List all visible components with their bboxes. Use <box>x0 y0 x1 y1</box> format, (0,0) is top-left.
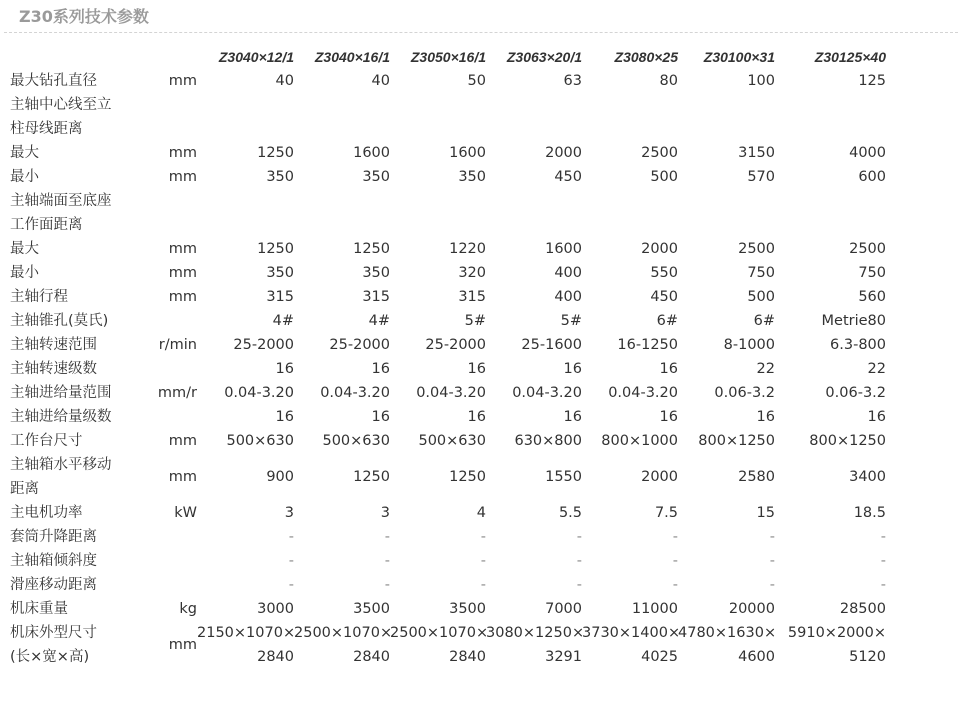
cell-value: 25-1600 <box>521 337 582 353</box>
row-label: 工作面距离 <box>10 217 83 233</box>
cell-value: 4 <box>476 505 486 521</box>
cell-value: 2840 <box>257 649 294 665</box>
cell-value: 350 <box>458 169 486 185</box>
cell-value: 6.3-800 <box>830 337 886 353</box>
cell-value: 500×630 <box>418 433 486 449</box>
cell-value <box>486 189 582 213</box>
cell-value: 1220 <box>449 241 486 257</box>
row-label: 主轴进给量级数 <box>10 409 112 425</box>
cell-value <box>197 213 294 237</box>
cell-value: 0.04-3.20 <box>224 385 294 401</box>
row-unit: mm <box>168 169 197 185</box>
cell-value: - <box>880 529 886 545</box>
cell-value: 800×1000 <box>601 433 678 449</box>
cell-value: 2500 <box>641 145 678 161</box>
model-header: Z3063×20/1 <box>506 49 582 65</box>
table-row <box>10 597 886 621</box>
cell-value: 0.04-3.20 <box>416 385 486 401</box>
row-label: 最大钻孔直径 <box>10 73 97 89</box>
cell-value: 560 <box>858 289 886 305</box>
row-unit: mm/r <box>157 385 197 401</box>
cell-value: 1600 <box>545 241 582 257</box>
row-unit: kW <box>174 505 197 521</box>
cell-value: - <box>769 529 775 545</box>
cell-value: 800×1250 <box>809 433 886 449</box>
table-row <box>10 621 886 645</box>
cell-value: 400 <box>554 289 582 305</box>
model-header: Z3040×12/1 <box>218 49 294 65</box>
cell-value: 500 <box>747 289 775 305</box>
cell-value: 40 <box>275 73 294 89</box>
cell-value: 3500 <box>449 601 486 617</box>
cell-value: 500×630 <box>226 433 294 449</box>
cell-value: 4025 <box>641 649 678 665</box>
cell-value: 7000 <box>545 601 582 617</box>
cell-value: 350 <box>266 169 294 185</box>
cell-value: - <box>480 529 486 545</box>
cell-value <box>294 189 390 213</box>
cell-value: 2500 <box>738 241 775 257</box>
model-header: Z3040×16/1 <box>314 49 390 65</box>
row-label: 主轴端面至底座 <box>10 193 112 209</box>
row-unit <box>145 213 197 237</box>
cell-value: - <box>288 529 294 545</box>
row-label: 主轴行程 <box>10 289 68 305</box>
cell-value <box>486 117 582 141</box>
row-unit: mm <box>168 469 197 485</box>
cell-value <box>390 213 486 237</box>
cell-value <box>678 189 775 213</box>
cell-value: 315 <box>458 289 486 305</box>
cell-value: 2000 <box>641 241 678 257</box>
cell-value: 350 <box>362 265 390 281</box>
cell-value: 3500 <box>353 601 390 617</box>
cell-value <box>390 117 486 141</box>
cell-value <box>775 93 886 117</box>
cell-value: 450 <box>554 169 582 185</box>
cell-value: 315 <box>362 289 390 305</box>
cell-value: - <box>384 553 390 569</box>
cell-value: 5910×2000× <box>787 625 886 641</box>
cell-value: 600 <box>858 169 886 185</box>
cell-value: - <box>288 577 294 593</box>
cell-value: 25-2000 <box>425 337 486 353</box>
table-row <box>10 357 886 381</box>
spec-table <box>10 45 886 669</box>
cell-value: 1250 <box>449 469 486 485</box>
row-label: 滑座移动距离 <box>10 577 97 593</box>
cell-value: 1250 <box>353 241 390 257</box>
cell-value: 5120 <box>849 649 886 665</box>
table-row <box>10 117 886 141</box>
cell-value: 4780×1630× <box>678 625 777 641</box>
cell-value: 3 <box>284 505 294 521</box>
cell-value: - <box>672 577 678 593</box>
cell-value: 63 <box>563 73 582 89</box>
row-unit <box>145 189 197 213</box>
cell-value <box>582 189 678 213</box>
cell-value: 40 <box>371 73 390 89</box>
cell-value: 16 <box>275 409 294 425</box>
cell-value: 2840 <box>449 649 486 665</box>
cell-value: 11000 <box>631 601 678 617</box>
table-row <box>10 213 886 237</box>
cell-value: 1550 <box>545 469 582 485</box>
cell-value: 16 <box>467 409 486 425</box>
row-label: 主轴箱水平移动 <box>10 457 112 473</box>
row-label: 工作台尺寸 <box>10 433 83 449</box>
table-row <box>10 69 886 93</box>
cell-value: 25-2000 <box>329 337 390 353</box>
cell-value: 16 <box>756 409 775 425</box>
cell-value: 900 <box>266 469 294 485</box>
header-row <box>10 45 886 69</box>
cell-value: 3400 <box>849 469 886 485</box>
table-row <box>10 237 886 261</box>
cell-value: 1250 <box>257 241 294 257</box>
cell-value: 6# <box>656 313 678 329</box>
cell-value: 6# <box>753 313 775 329</box>
cell-value <box>197 117 294 141</box>
cell-value: 800×1250 <box>698 433 775 449</box>
cell-value: 1600 <box>449 145 486 161</box>
cell-value: 315 <box>266 289 294 305</box>
cell-value: 3291 <box>545 649 582 665</box>
cell-value: 320 <box>458 265 486 281</box>
cell-value <box>678 213 775 237</box>
cell-value <box>390 93 486 117</box>
cell-value: - <box>480 577 486 593</box>
cell-value: 2150×1070× <box>197 625 296 641</box>
cell-value <box>678 93 775 117</box>
model-header: Z30100×31 <box>703 49 775 65</box>
cell-value: 3 <box>380 505 390 521</box>
cell-value: - <box>480 553 486 569</box>
cell-value: - <box>769 577 775 593</box>
row-unit: mm <box>168 241 197 257</box>
cell-value: - <box>576 577 582 593</box>
table-row <box>10 261 886 285</box>
cell-value: 1250 <box>257 145 294 161</box>
cell-value: - <box>769 553 775 569</box>
cell-value: 8-1000 <box>723 337 775 353</box>
cell-value: 0.04-3.20 <box>512 385 582 401</box>
cell-value: 350 <box>362 169 390 185</box>
cell-value: - <box>672 553 678 569</box>
row-label: 主轴转速范围 <box>10 337 97 353</box>
cell-value: 2840 <box>353 649 390 665</box>
cell-value: 16 <box>659 409 678 425</box>
cell-value: 7.5 <box>654 505 678 521</box>
cell-value: 350 <box>266 265 294 281</box>
cell-value <box>294 117 390 141</box>
cell-value: 3150 <box>738 145 775 161</box>
cell-value <box>678 117 775 141</box>
row-label: 最小 <box>10 265 39 281</box>
row-unit <box>145 93 197 117</box>
cell-value <box>390 189 486 213</box>
cell-value: 4000 <box>849 145 886 161</box>
table-row <box>10 309 886 333</box>
cell-value: 500×630 <box>322 433 390 449</box>
row-unit: mm <box>168 145 197 161</box>
cell-value: 16 <box>467 361 486 377</box>
cell-value <box>582 117 678 141</box>
row-label: 主轴中心线至立 <box>10 97 112 113</box>
cell-value: 4# <box>368 313 390 329</box>
cell-value <box>294 93 390 117</box>
row-label: 主轴锥孔(莫氏) <box>10 313 109 329</box>
row-label: 套筒升降距离 <box>10 529 97 545</box>
cell-value <box>582 213 678 237</box>
cell-value: 28500 <box>839 601 886 617</box>
cell-value: 22 <box>867 361 886 377</box>
cell-value: 16 <box>371 361 390 377</box>
cell-value: 450 <box>650 289 678 305</box>
row-unit <box>145 549 197 573</box>
cell-value <box>775 213 886 237</box>
cell-value: 500 <box>650 169 678 185</box>
cell-value <box>486 93 582 117</box>
cell-value: 1250 <box>353 469 390 485</box>
cell-value: 16 <box>371 409 390 425</box>
cell-value: 0.04-3.20 <box>608 385 678 401</box>
row-label: 最大 <box>10 145 39 161</box>
cell-value: - <box>384 577 390 593</box>
cell-value: 22 <box>756 361 775 377</box>
row-label: 主轴转速级数 <box>10 361 97 377</box>
table-row <box>10 165 886 189</box>
cell-value: 16-1250 <box>617 337 678 353</box>
model-header: Z3050×16/1 <box>410 49 486 65</box>
table-row <box>10 453 886 477</box>
row-unit: mm <box>168 289 197 305</box>
row-unit <box>145 357 197 381</box>
row-unit: mm <box>168 637 197 653</box>
table-row <box>10 189 886 213</box>
row-label: 主轴进给量范围 <box>10 385 112 401</box>
cell-value: 1600 <box>353 145 390 161</box>
table-body <box>10 69 886 453</box>
cell-value: 570 <box>747 169 775 185</box>
cell-value: 4600 <box>738 649 775 665</box>
header-unit-col <box>145 45 197 69</box>
cell-value: 2500×1070× <box>390 625 489 641</box>
cell-value: 16 <box>659 361 678 377</box>
row-unit <box>145 573 197 597</box>
cell-value: 100 <box>747 73 775 89</box>
cell-value: 25-2000 <box>233 337 294 353</box>
cell-value: 5.5 <box>558 505 582 521</box>
table-row <box>10 525 886 549</box>
row-unit <box>145 117 197 141</box>
cell-value: 80 <box>659 73 678 89</box>
cell-value: 3080×1250× <box>486 625 585 641</box>
table-row <box>10 405 886 429</box>
table-row <box>10 285 886 309</box>
cell-value: 0.06-3.2 <box>825 385 886 401</box>
cell-value: 2580 <box>738 469 775 485</box>
cell-value <box>775 189 886 213</box>
row-unit: kg <box>179 601 197 617</box>
row-label: 机床外型尺寸 <box>10 625 97 641</box>
cell-value: 15 <box>756 505 775 521</box>
model-header: Z3080×25 <box>614 49 678 65</box>
cell-value <box>294 213 390 237</box>
cell-value: - <box>576 553 582 569</box>
cell-value: - <box>384 529 390 545</box>
row-unit: mm <box>168 265 197 281</box>
table-row <box>10 333 886 357</box>
cell-value: - <box>288 553 294 569</box>
cell-value: 16 <box>563 361 582 377</box>
cell-value: 5# <box>464 313 486 329</box>
table-body-lower <box>10 501 886 621</box>
table-row <box>10 573 886 597</box>
cell-value: 2500 <box>849 241 886 257</box>
model-header: Z30125×40 <box>814 49 886 65</box>
cell-value: 400 <box>554 265 582 281</box>
cell-value: 16 <box>275 361 294 377</box>
row-unit <box>145 405 197 429</box>
cell-value: 16 <box>563 409 582 425</box>
spindle-box-travel-rows <box>10 453 886 501</box>
table-row <box>10 501 886 525</box>
cell-value: 2000 <box>545 145 582 161</box>
row-unit: r/min <box>158 337 197 353</box>
table-row <box>10 381 886 405</box>
cell-value: - <box>880 577 886 593</box>
row-label: 最小 <box>10 169 39 185</box>
cell-value <box>197 189 294 213</box>
cell-value <box>775 117 886 141</box>
row-unit <box>145 309 197 333</box>
cell-value: - <box>880 553 886 569</box>
cell-value <box>197 93 294 117</box>
row-label: 距离 <box>10 481 39 497</box>
cell-value: 50 <box>467 73 486 89</box>
cell-value: 3730×1400× <box>582 625 681 641</box>
cell-value: - <box>672 529 678 545</box>
cell-value: 0.04-3.20 <box>320 385 390 401</box>
cell-value: 18.5 <box>853 505 886 521</box>
cell-value: - <box>576 529 582 545</box>
row-label: 机床重量 <box>10 601 68 617</box>
cell-value: 750 <box>747 265 775 281</box>
row-label: 主轴箱倾斜度 <box>10 553 97 569</box>
cell-value: 750 <box>858 265 886 281</box>
table-row <box>10 429 886 453</box>
row-unit <box>145 525 197 549</box>
cell-value: 20000 <box>728 601 775 617</box>
cell-value: 125 <box>858 73 886 89</box>
dashed-divider <box>4 32 958 33</box>
table-row <box>10 141 886 165</box>
table-row <box>10 549 886 573</box>
table-header <box>10 45 886 69</box>
cell-value: 3000 <box>257 601 294 617</box>
dimension-rows <box>10 621 886 669</box>
cell-value: 2500×1070× <box>294 625 393 641</box>
row-label: 主电机功率 <box>10 505 83 521</box>
row-unit: mm <box>168 73 197 89</box>
cell-value <box>582 93 678 117</box>
cell-value: 4# <box>272 313 294 329</box>
cell-value: 630×800 <box>514 433 582 449</box>
header-name-col <box>10 45 145 69</box>
cell-value <box>486 213 582 237</box>
table-row <box>10 93 886 117</box>
cell-value: 2000 <box>641 469 678 485</box>
row-label: (长×宽×高) <box>10 649 90 665</box>
row-unit: mm <box>168 433 197 449</box>
row-label: 柱母线距离 <box>10 121 83 137</box>
cell-value: 5# <box>560 313 582 329</box>
section-title: Z30系列技术参数 <box>19 7 149 26</box>
cell-value: 16 <box>867 409 886 425</box>
cell-value: 550 <box>650 265 678 281</box>
cell-value: Metrie80 <box>821 313 886 329</box>
cell-value: 0.06-3.2 <box>714 385 775 401</box>
table-row <box>10 645 886 669</box>
row-label: 最大 <box>10 241 39 257</box>
